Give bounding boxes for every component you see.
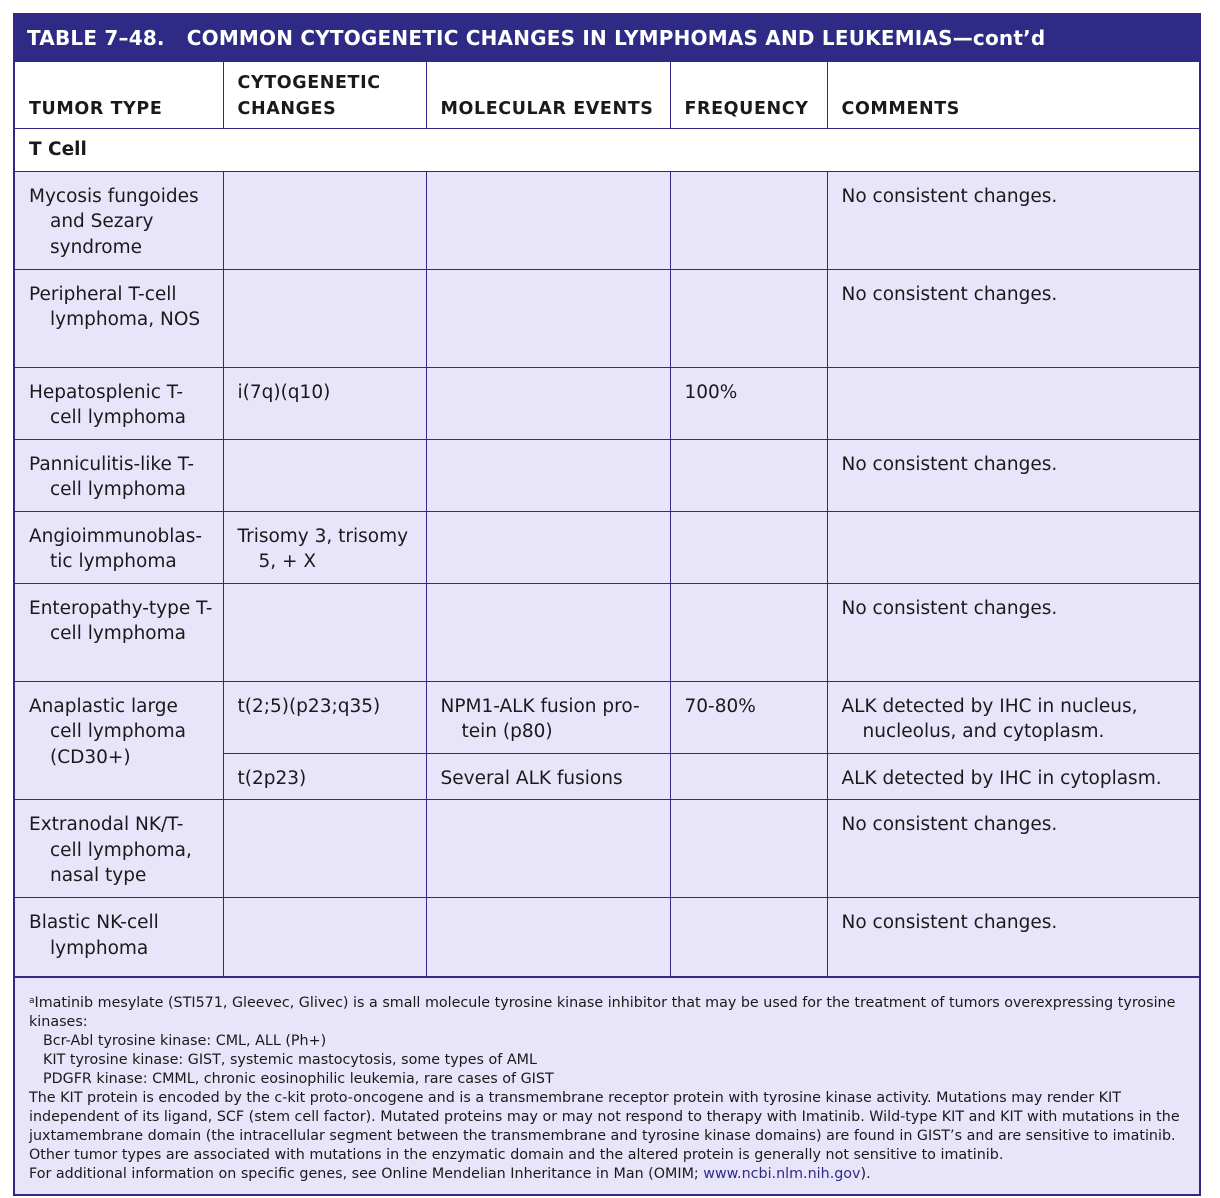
footnotes (15, 977, 1199, 1194)
footnote-imatinib: $^a$Imatinib mesylate (STI571, Gleevec, Glivec) is a small molecule tyrosine kinase inhibitor that may be used for the treatment of tumors overexpressing tyrosine kinases: (29, 995, 1176, 1030)
table-row (15, 898, 1199, 977)
frequency-cell (670, 753, 827, 800)
molecular-cell: NPM1-ALK fusion pro-tein (p80) (426, 681, 670, 753)
molecular-cell (426, 367, 670, 439)
section-row (15, 129, 1199, 172)
cytogenetic-cell (223, 439, 426, 511)
molecular-cell (426, 898, 670, 977)
comments-cell: No consistent changes. (827, 269, 1199, 367)
frequency-cell (670, 269, 827, 367)
table-row (15, 171, 1199, 269)
comments-cell (827, 511, 1199, 583)
section-label: T Cell (15, 129, 1199, 172)
cytogenetic-cell: t(2;5)(p23;q35) (223, 681, 426, 753)
tumor-type-cell: Peripheral T-cell lymphoma, NOS (15, 269, 223, 367)
frequency-cell (670, 898, 827, 977)
frequency-cell (670, 171, 827, 269)
tumor-type-cell: Blastic NK-cell lymphoma (15, 898, 223, 977)
header-comments: COMMENTS (827, 62, 1199, 129)
molecular-cell (426, 583, 670, 681)
molecular-cell (426, 439, 670, 511)
cytogenetic-cell: Trisomy 3, trisomy 5, + X (223, 511, 426, 583)
table-row (15, 439, 1199, 511)
molecular-cell (426, 800, 670, 898)
frequency-cell (670, 439, 827, 511)
footnote-pdgfr: PDGFR kinase: CMML, chronic eosinophilic leukemia, rare cases of GIST (43, 1071, 554, 1087)
cytogenetic-cell: t(2p23) (223, 753, 426, 800)
header-cytogenetic-changes: CYTOGENETIC CHANGES (223, 62, 426, 129)
footnote-kit-paragraph: The KIT protein is encoded by the c-kit proto-oncogene and is a transmembrane receptor protein with tyrosine kinase activity. Mutations may render KIT independent of its ligand, SCF (stem cell factor). Mutated proteins may or may not respond to therapy with Imatinib. Wild-type KIT and KIT with mutations in the juxtamembrane domain (the intracellular segment between the transmembrane and tyrosine kinase domains) are found in GIST’s and are sensitive to imatinib. Other tumor types are associated with mutations in the enzymatic domain and the altered protein is generally not sensitive to imatinib. (29, 1090, 1180, 1163)
tumor-type-cell: Enteropathy-type T-cell lymphoma (15, 583, 223, 681)
cytogenetic-cell (223, 800, 426, 898)
molecular-cell (426, 269, 670, 367)
comments-cell: No consistent changes. (827, 439, 1199, 511)
frequency-cell (670, 800, 827, 898)
table-frame (13, 13, 1201, 1196)
tumor-type-cell: Hepatosplenic T-cell lymphoma (15, 367, 223, 439)
table-number: TABLE 7–48. (27, 26, 165, 50)
header-tumor-type: TUMOR TYPE (15, 62, 223, 129)
tumor-type-cell: Mycosis fungoides and Sezary syndrome (15, 171, 223, 269)
molecular-cell: Several ALK fusions (426, 753, 670, 800)
molecular-cell (426, 171, 670, 269)
comments-cell (827, 367, 1199, 439)
header-frequency: FREQUENCY (670, 62, 827, 129)
comments-cell: No consistent changes. (827, 583, 1199, 681)
table-row (15, 583, 1199, 681)
comments-cell: No consistent changes. (827, 171, 1199, 269)
footnote-marker: a (29, 996, 35, 1006)
cytogenetic-table (15, 61, 1199, 977)
frequency-cell (670, 583, 827, 681)
header-row (15, 62, 1199, 129)
table-row (15, 367, 1199, 439)
footnote-omim: For additional information on specific genes, see Online Mendelian Inheritance in Man (OMIM; www.ncbi.nlm.nih.gov). (29, 1166, 871, 1182)
ncbi-link[interactable]: www.ncbi.nlm.nih.gov (703, 1166, 861, 1182)
cytogenetic-cell: i(7q)(q10) (223, 367, 426, 439)
table-row (15, 681, 1199, 753)
frequency-cell: 100% (670, 367, 827, 439)
footnote-bcr-abl: Bcr-Abl tyrosine kinase: CML, ALL (Ph+) (43, 1033, 327, 1049)
comments-cell: ALK detected by IHC in cytoplasm. (827, 753, 1199, 800)
table-title-bar (15, 15, 1199, 61)
footnote-kit: KIT tyrosine kinase: GIST, systemic mastocytosis, some types of AML (43, 1052, 537, 1068)
table-title: COMMON CYTOGENETIC CHANGES IN LYMPHOMAS AND LEUKEMIAS—cont’d (186, 26, 1046, 50)
table-row (15, 511, 1199, 583)
molecular-cell (426, 511, 670, 583)
cytogenetic-cell (223, 269, 426, 367)
cytogenetic-cell (223, 171, 426, 269)
frequency-cell: 70-80% (670, 681, 827, 753)
tumor-type-cell: Extranodal NK/T-cell lymphoma, nasal type (15, 800, 223, 898)
comments-cell: No consistent changes. (827, 800, 1199, 898)
tumor-type-cell: Anaplastic large cell lymphoma (CD30+) (15, 681, 223, 800)
tumor-type-cell: Angioimmunoblas-tic lymphoma (15, 511, 223, 583)
table-row (15, 800, 1199, 898)
table-row (15, 269, 1199, 367)
header-molecular-events: MOLECULAR EVENTS (426, 62, 670, 129)
frequency-cell (670, 511, 827, 583)
comments-cell: ALK detected by IHC in nucleus, nucleolus, and cytoplasm. (827, 681, 1199, 753)
comments-cell: No consistent changes. (827, 898, 1199, 977)
tumor-type-cell: Panniculitis-like T-cell lymphoma (15, 439, 223, 511)
cytogenetic-cell (223, 898, 426, 977)
cytogenetic-cell (223, 583, 426, 681)
